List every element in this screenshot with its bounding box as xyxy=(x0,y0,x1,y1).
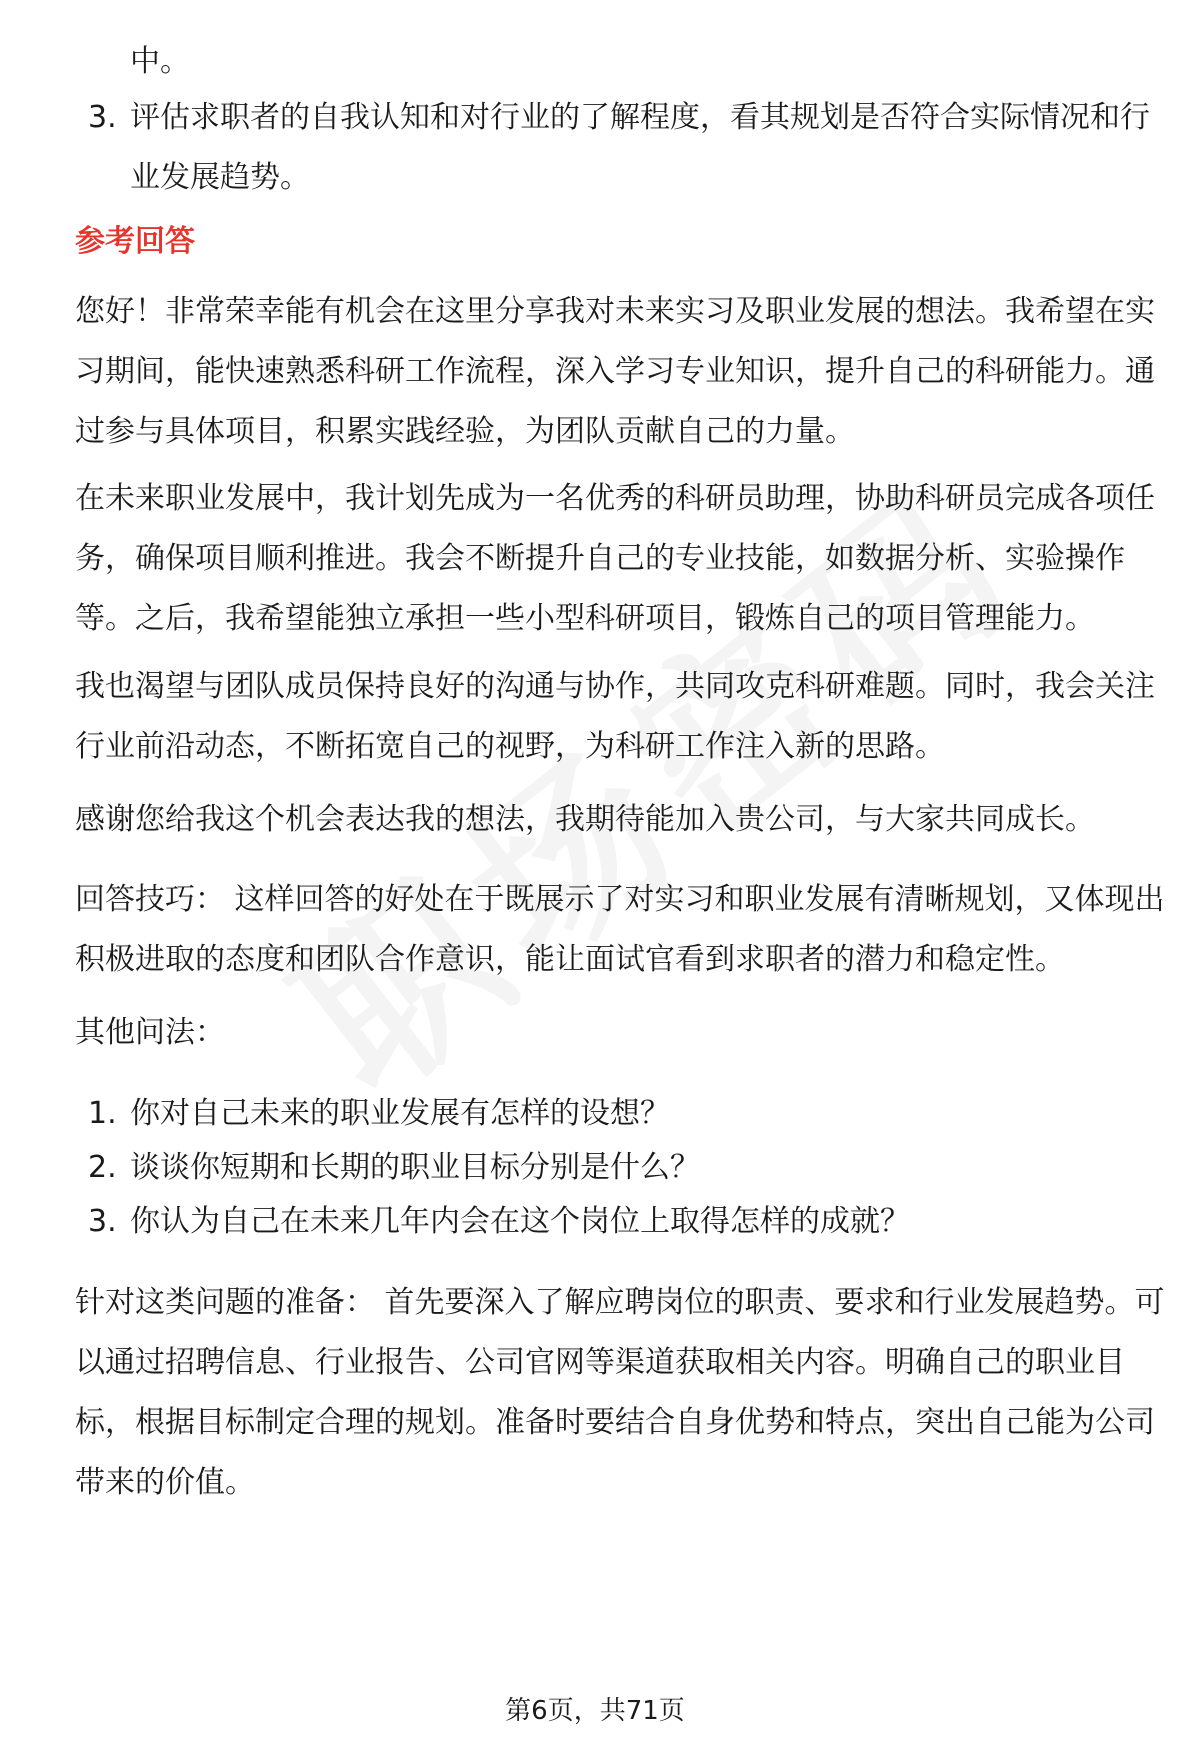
answer-paragraph-1: 您好！非常荣幸能有机会在这里分享我对未来实习及职业发展的想法。我希望在实习期间，能快速熟悉科研工作流程，深入学习专业知识，提升自己的科研能力。通过参与具体项目，积累实践经验，为团队贡献自己的力量。 xyxy=(75,294,1155,449)
list-text: 你认为自己在未来几年内会在这个岗位上取得怎样的成就？ xyxy=(130,1204,910,1239)
list-text: 评估求职者的自我认知和对行业的了解程度，看其规划是否符合实际情况和行业发展趋势。 xyxy=(130,100,1150,195)
answer-tips: 回答技巧： 这样回答的好处在于既展示了对实习和职业发展有清晰规划，又体现出积极进取的态度和团队合作意识，能让面试官看到求职者的潜力和稳定性。 xyxy=(75,882,1165,977)
page-footer: 第6页，共71页 xyxy=(505,1696,685,1726)
list-text: 你对自己未来的职业发展有怎样的设想？ xyxy=(130,1096,670,1131)
list-number: 3. xyxy=(88,100,117,135)
other-questions-label: 其他问法： xyxy=(75,1015,225,1050)
answer-paragraph-2: 在未来职业发展中，我计划先成为一名优秀的科研员助理，协助科研员完成各项任务，确保项目顺利推进。我会不断提升自己的专业技能，如数据分析、实验操作等。之后，我希望能独立承担一些小型科研项目，锻炼自己的项目管理能力。 xyxy=(75,481,1155,636)
list-number: 3. xyxy=(88,1204,117,1239)
answer-paragraph-3: 我也渴望与团队成员保持良好的沟通与协作，共同攻克科研难题。同时，我会关注行业前沿动态，不断拓宽自己的视野，为科研工作注入新的思路。 xyxy=(75,669,1155,764)
answer-heading: 参考回答 xyxy=(75,224,195,259)
list-number: 1. xyxy=(88,1096,117,1131)
continued-text: 中。 xyxy=(130,44,190,79)
answer-paragraph-4: 感谢您给我这个机会表达我的想法，我期待能加入贵公司，与大家共同成长。 xyxy=(75,802,1095,837)
preparation-paragraph: 针对这类问题的准备： 首先要深入了解应聘岗位的职责、要求和行业发展趋势。可以通过招聘信息、行业报告、公司官网等渠道获取相关内容。明确自己的职业目标，根据目标制定合理的规划。准备时要结合自身优势和特点，突出自己能为公司带来的价值。 xyxy=(75,1285,1165,1500)
list-text: 谈谈你短期和长期的职业目标分别是什么？ xyxy=(130,1150,700,1185)
list-number: 2. xyxy=(88,1150,117,1185)
